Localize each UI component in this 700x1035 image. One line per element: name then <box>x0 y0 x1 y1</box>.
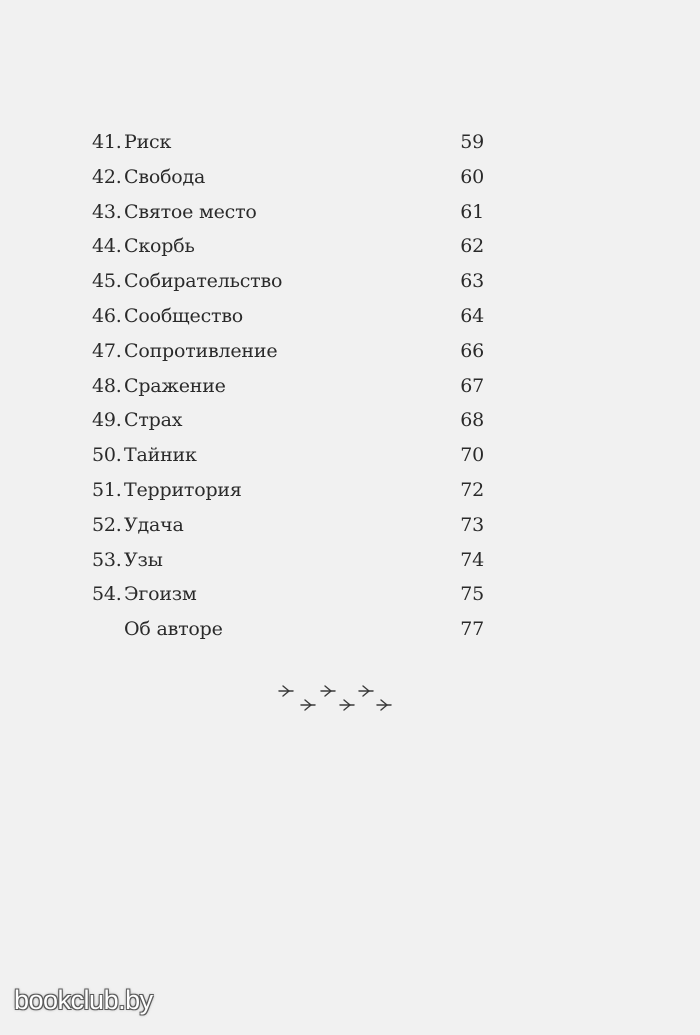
toc-entry-number: 51. <box>92 478 122 501</box>
toc-entry-title: Свобода <box>124 165 206 188</box>
toc-entry-53[interactable] <box>92 546 484 581</box>
toc-entry-number: 54. <box>92 583 122 606</box>
toc-entry-number: 42. <box>92 165 122 188</box>
toc-entry-page: 74 <box>460 548 484 571</box>
toc-entry-number: 48. <box>92 374 122 397</box>
bird-tracks-icon <box>278 680 398 716</box>
toc-entry-title: Святое место <box>124 200 257 223</box>
toc-entry-title: Эгоизм <box>124 583 197 606</box>
toc-entry-page: 63 <box>460 270 484 293</box>
toc-entry-title: Сообщество <box>124 304 244 327</box>
toc-entry-number: 50. <box>92 444 122 467</box>
table-of-contents <box>92 128 484 650</box>
toc-entry-number: 53. <box>92 548 122 571</box>
toc-entry-42[interactable] <box>92 163 484 198</box>
toc-entry-43[interactable] <box>92 198 484 233</box>
toc-entry-title: Скорбь <box>124 235 195 258</box>
watermark: bookclub.by <box>14 985 153 1015</box>
toc-entry-title: Риск <box>124 131 172 153</box>
toc-entry-46[interactable] <box>92 302 484 337</box>
toc-entry-title: Об авторе <box>124 618 223 641</box>
toc-entry-page: 62 <box>460 235 484 258</box>
toc-entry-50[interactable] <box>92 441 484 476</box>
toc-entry-51[interactable] <box>92 476 484 511</box>
toc-entry-52[interactable] <box>92 511 484 546</box>
toc-entry-number: 44. <box>92 235 122 258</box>
toc-entry-page: 61 <box>460 200 484 223</box>
toc-entry-number: 41. <box>92 131 122 153</box>
toc-entry-page: 75 <box>460 583 484 606</box>
toc-entry-page: 70 <box>460 444 484 467</box>
toc-entry-number: 47. <box>92 339 122 362</box>
toc-entry-number: 49. <box>92 409 122 432</box>
toc-entry-page: 59 <box>460 131 484 153</box>
toc-entry-45[interactable] <box>92 267 484 302</box>
toc-entry-title: Тайник <box>124 444 197 467</box>
toc-entry-title: Территория <box>124 478 242 501</box>
toc-entry-title: Сопротивление <box>124 339 278 362</box>
toc-entry-title: Сражение <box>124 374 226 397</box>
toc-entry-page: 77 <box>460 618 484 641</box>
toc-entry-about-author[interactable] <box>92 615 484 650</box>
toc-entry-44[interactable] <box>92 232 484 267</box>
toc-entry-title: Страх <box>124 409 183 432</box>
toc-entry-number: 45. <box>92 270 122 293</box>
toc-entry-page: 60 <box>460 165 484 188</box>
toc-entry-page: 73 <box>460 513 484 536</box>
toc-entry-title: Удача <box>124 513 184 536</box>
toc-entry-page: 68 <box>460 409 484 432</box>
toc-entry-number: 46. <box>92 304 122 327</box>
toc-entry-title: Собирательство <box>124 270 283 293</box>
toc-entry-49[interactable] <box>92 406 484 441</box>
toc-entry-number: 52. <box>92 513 122 536</box>
toc-entry-48[interactable] <box>92 372 484 407</box>
toc-entry-page: 66 <box>460 339 484 362</box>
toc-entry-title: Узы <box>124 548 163 571</box>
toc-entry-41[interactable] <box>92 128 484 163</box>
toc-entry-page: 64 <box>460 304 484 327</box>
toc-entry-page: 67 <box>460 374 484 397</box>
toc-entry-54[interactable] <box>92 580 484 615</box>
toc-entry-number: 43. <box>92 200 122 223</box>
toc-entry-47[interactable] <box>92 337 484 372</box>
toc-entry-page: 72 <box>460 478 484 501</box>
